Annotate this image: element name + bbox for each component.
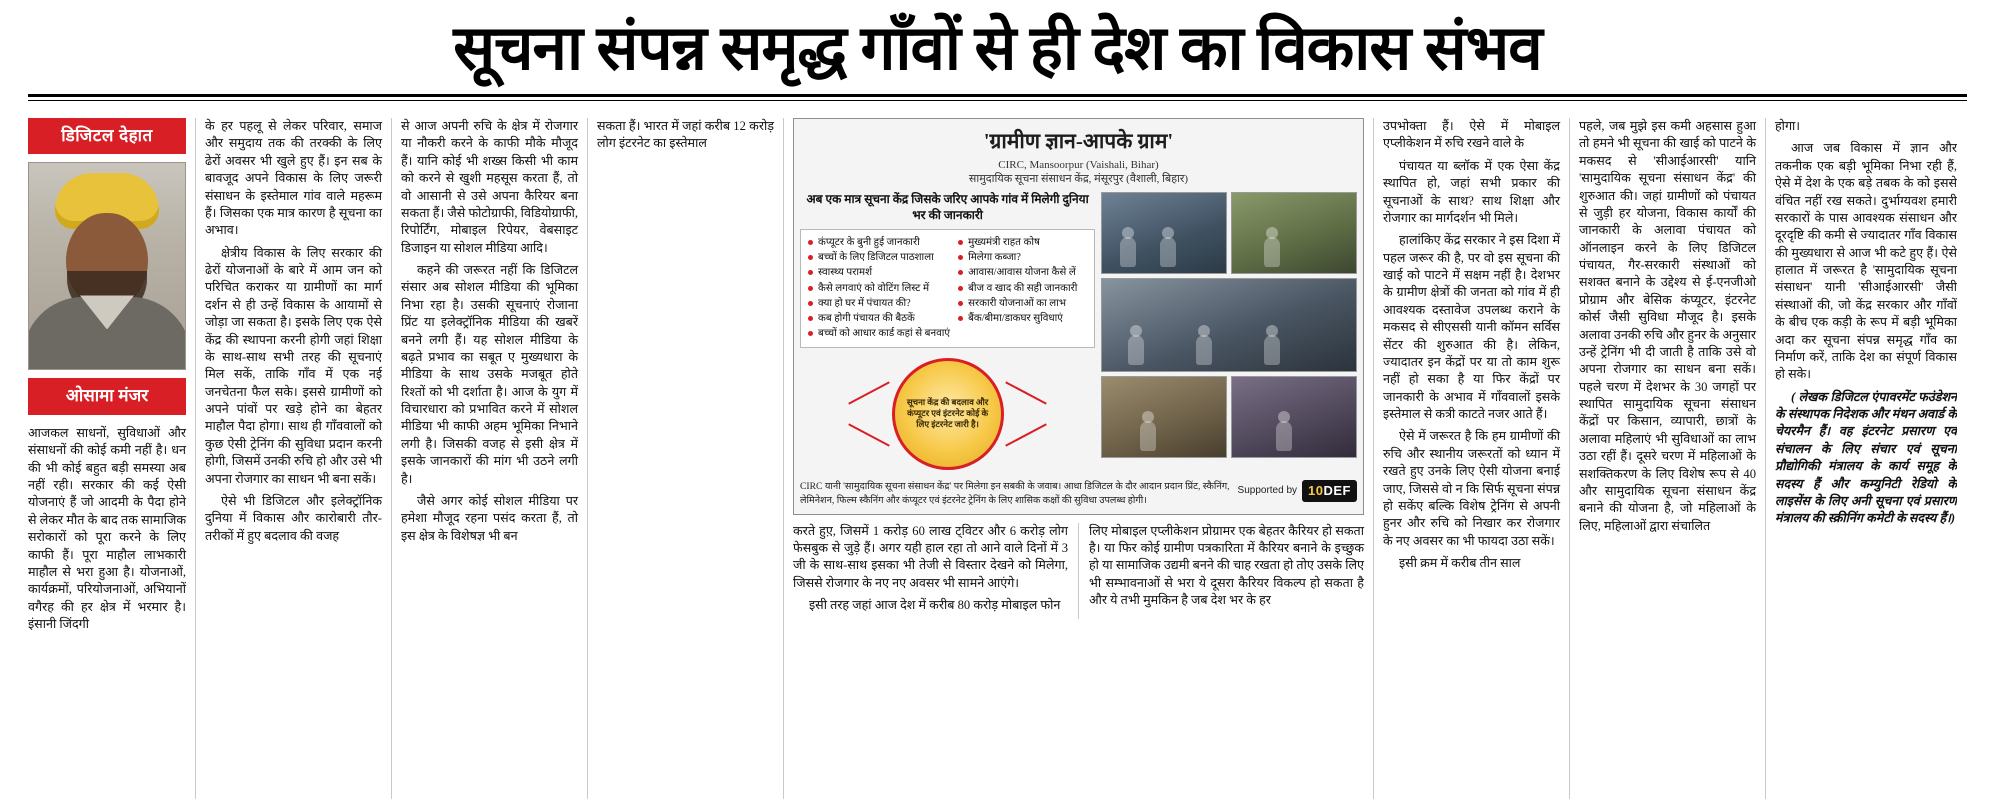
supported-by-label: Supported by — [1237, 484, 1298, 496]
column-2 — [196, 118, 392, 799]
column-5-left-text — [793, 523, 1068, 620]
hub-label: सूचना केंद्र की बदलाव और कंप्यूटर एवं इंटरनेट कोई के लिए इंटरनेट जारी है। — [892, 358, 1004, 470]
column-5-graphic — [784, 118, 1374, 799]
spoke-icon — [1005, 381, 1047, 404]
person-body-shape — [1196, 335, 1212, 365]
list-item: मिलेगा कब्जा? — [968, 250, 1089, 265]
column-1 — [28, 118, 196, 799]
page-title: सूचना संपन्न समृद्ध गाँवों से ही देश का विकास संभव — [453, 15, 1542, 83]
photo-grid — [1101, 192, 1357, 458]
list-item: कंप्यूटर के बुनी हुई जानकारी — [818, 235, 950, 250]
author-name-badge: ओसामा मंजर — [28, 378, 186, 414]
infographic-package — [793, 118, 1364, 515]
paragraph: जैसे अगर कोई सोशल मीडिया पर हमेशा मौजूद रहना पसंद करता हैं, तो इस क्षेत्र के विशेषज्ञ भी बन — [401, 493, 578, 543]
list-item: सरकारी योजनाओं का लाभ — [968, 296, 1089, 311]
author-note: ( लेखक डिजिटल एंपावरमेंट फउंडेशन के संस्थापक निदेशक और मंथन अवार्ड के चेयरमैन हैं। वह इंटरनेट प्रसारण एवं संचालन के लिए संचार एवं सूचना प्रौद्योगिकी मंत्रालय के कार्य समूह के सदस्य हैं और कम्युनिटी रेडियो के लाइसेंस के लिए अनी सूचना एवं प्रसारण मंत्रालय की स्क्रीनिंग कमेटी के सदस्य हैं।) — [1775, 389, 1957, 526]
paragraph: इसी तरह जहां आज देश में करीब 80 करोड़ मोबाइल फोन — [809, 598, 1061, 613]
paragraph: लिए मोबाइल एप्लीकेशन प्रोग्रामर एक बेहतर कैरियर हो सकता है। या फिर कोई ग्रामीण पत्रकारिता में कैरियर बनाने के इच्छुक हो या सामाजिक उद्यमी बनने की चाह रखता हो तोए उसके लिए भी सम्भावनाओं से भरा ये दूसरा कैरियर विकल्प हो सकता है और ये तभी मुमकिन है जब देश भर के हर — [1089, 523, 1364, 608]
paragraph: के हर पहलू से लेकर परिवार, समाज और समुदाय तक की तरक्की के लिए ढेरों अवसर भी खुले हुए हैं। इन सब के बावजूद अपने विकास के लिए जरूरी संसाधन के इस्तेमाल गांव वाले महरूम हैं। जिसका एक मात्र कारण है सूचना का अभाव। — [205, 119, 382, 238]
column-5-right-text — [1078, 523, 1364, 620]
infographic-hub — [800, 354, 1095, 474]
supported-by — [1238, 480, 1357, 502]
person-body-shape — [1140, 421, 1156, 451]
article-columns — [28, 118, 1967, 799]
paragraph: उपभोक्ता हैं। ऐसे में मोबाइल एप्लीकेशन में रुचि रखने वाले के — [1383, 119, 1560, 151]
infographic-subtitle-line1: CIRC, Mansoorpur (Vaishali, Bihar) — [998, 158, 1159, 171]
paragraph: इसी क्रम में करीब तीन साल — [1399, 556, 1521, 570]
column-4 — [588, 118, 784, 799]
photo — [1231, 376, 1357, 458]
paragraph: ऐसे में जरूरत है कि हम ग्रामीणों की रुचि और स्थानीय जरूरतों को ध्यान में रखते हुए उनके लिए ऐसी योजना बनाई जाए, जिससे वो न कि सिर्फ सूचना संपन्न हो सकेंए बल्कि विशेष ट्रेनिंग से अपनी हुनर और रुचि को निखार कर रोजगार के नए अवसर का भी फायदा उठा सकें। — [1383, 429, 1560, 548]
person-body-shape — [1276, 421, 1292, 451]
list-item: कब होगी पंचायत की बैठकें — [818, 311, 950, 326]
paragraph: कहने की जरूरत नहीं कि डिजिटल संसार अब सोशल मीडिया की भूमिका निभा रहा है। उसकी सूचनाएं रोजाना प्रिंट या इलेक्ट्रॉनिक मीडिया की खबरें बनने लगी हैं। यह सोशल मीडिया के बढ़ते प्रभाव का सबूत ए मुख्यधारा के मीडिया के साथ उसके मजबूत होते रिश्तों को भी दर्शाता है। आज के युग में विचारधारा को प्रभावित करने में सोशल मीडिया भी काफी अहम भूमिका निभाने लगी है। जिसकी वजह से इसी क्षेत्र में इसके जानकारों की मांग भी उठने लगी है। — [401, 263, 578, 486]
infographic-subtitle — [800, 159, 1357, 187]
def-logo-text: DEF — [1323, 482, 1351, 498]
list-item: बैंक/बीमा/डाकघर सुविधाएं — [968, 311, 1089, 326]
list-item: क्या हो घर में पंचायत की? — [818, 296, 950, 311]
def-logo-ten: 10 — [1308, 482, 1324, 498]
photo — [1101, 278, 1357, 372]
bullets-right-col — [956, 235, 1089, 342]
paragraph: पहले, जब मुझे इस कमी अहसास हुआ तो हमने भी सूचना की खाई को पाटने के मकसद से 'सीआईआरसी' यानि 'सामुदायिक सूचना संसाधन केंद्र' की शुरुआत की। जहां ग्रामीणों को पंचायत से जुड़ी हर योजना, विकास कार्यों की जानकारी के अलावा पंचायत को ऑनलाइन करने के लिए डिजिटल पंचायत, गैर-सरकारी संस्थाओं को सशक्त बनाने के उद्देश्य से ई-एनजीओ प्रोग्राम और बेसिक कंप्यूटर, इंटरनेट कोर्स जैसी सुविधा मौजूद है। इसके अलावा उनकी रुचि और हुनर के अनुसार उन्हें ट्रेनिंग भी दी जाती है ताकि उसे वो अपना रोजगार का साधन बना सकें। पहले चरण में देशभर के 30 जगहों पर स्थापित सामुदायिक सूचना संसाधन केंद्रों पर किसान, व्यापारी, छात्रों के अलावा महिलाएं भी सुविधाओं का लाभ उठा रहीं हैं। दूसरे चरण में महिलाओं के सशक्तिकरण के लिए विशेष रूप से 40 और सामुदायिक सूचना संसाधन केंद्र बनाने की योजना है, जो महिलाओं के लिए, महिलाओं द्वारा संचालित — [1579, 119, 1756, 533]
paragraph: ऐसे भी डिजिटल और इलेक्ट्रॉनिक दुनिया में विकास और कारोबारी तौर-तरीकों में हुए बदलाव की वजह — [205, 493, 382, 543]
headline-rule-thin — [28, 100, 1967, 101]
list-item: आवास/आवास योजना कैसे लें — [968, 265, 1089, 280]
infographic-bullets — [800, 229, 1095, 348]
bullets-left-col — [806, 235, 950, 342]
list-item: स्वास्थ्य परामर्श — [818, 265, 950, 280]
person-body-shape — [1264, 335, 1280, 365]
list-item: मुख्यमंत्री राहत कोष — [968, 235, 1089, 250]
photo — [1101, 376, 1227, 458]
paragraph: होगा। — [1775, 119, 1801, 133]
paragraph: पंचायत या ब्लॉक में एक ऐसा केंद्र स्थापित हो, जहां सभी प्रकार की सूचनाओं के साथ? साथ शिक्षा और रोजगार का मार्गदर्शन भी मिले। — [1383, 158, 1560, 225]
column-3 — [392, 118, 588, 799]
spoke-icon — [848, 423, 890, 446]
person-body-shape — [1120, 237, 1136, 267]
list-item: बीज व खाद की सही जानकारी — [968, 281, 1089, 296]
person-body-shape — [1160, 237, 1176, 267]
spoke-icon — [1005, 423, 1047, 446]
paragraph: करते हुए़, जिसमें 1 करोड़ 60 लाख ट्विटर और 6 करोड़ लोग फेसबुक से जुड़े हैं। अगर यही हाल रहा तो आने वाले दिनों में 3 जी के साथ-साथ इसका भी तेजी से विस्तार देखने को मिलेगा, जिससे रोजगार के नए नए अवसर भी सामने आएंगे। — [793, 523, 1068, 590]
paragraph: आज जब विकास में ज्ञान और तकनीक एक बड़ी भूमिका निभा रही हैं, ऐसे में देश के एक बड़े तबक के को इससे वंचित नहीं रख सकते। दुर्भाग्यवश हमारी सरकारों के पास आवश्यक संसाधन और दूरदृष्टि की कमी से ज्यादातर गाँव विकास की मुख्यधारा से आज भी कटे हुए हैं। ऐसे हालात में जरूरत है 'सामुदायिक सूचना संसाधन' यानी 'सीआईआरसी' जैसी संस्थाओं की, जो केंद्र सरकार और गाँवों के बीच एक कड़ी के रूप में बड़ी भूमिका अदा कर सूचना संपन्न समृद्ध गाँव का निर्माण करें, ताकि देश का संपूर्ण विकास हो सके। — [1775, 141, 1957, 382]
author-portrait — [28, 162, 186, 370]
photo — [1101, 192, 1227, 274]
person-body-shape — [1128, 335, 1144, 365]
infographic-subtitle-line2: सामुदायिक सूचना संसाधन केंद्र, मंसूरपुर (वैशाली, बिहार) — [968, 172, 1189, 185]
headline-rule — [28, 94, 1967, 97]
paragraph: क्षेत्रीय विकास के लिए सरकार की ढेरों योजनाओं के बारे में आम जन को परिचित कराकर या ग्रामीणों का मार्ग दर्शन से ही उन्हें विकास के आयामों से जोड़ा जा सकता है। इसके लिए एक ऐसे केंद्र की स्थापना करनी होगी जहां शिक्षा के साथ-साथ सभी तरह की सूचनाएं मिल सकें, ताकि गाँव में एक नई जनचेतना फैल सके। इससे ग्रामीणों को अपने पांवों पर खड़े होने का बेहतर माहौल पैदा होगा। साथ ही गाँववालों को कुछ ऐसी ट्रेनिंग की सुविधा प्रदान करनी होगी, जिसमें उनकी रुचि हो और उसे भी अपना रोजगार का साधन भी बना सकें। — [205, 245, 382, 486]
paragraph: हालांकिए केंद्र सरकार ने इस दिशा में पहल जरूर की है, पर वो इस सूचना की खाई को पाटने में सक्षम नहीं है। देशभर के ग्रामीण क्षेत्रों की जनता को गांव में ही आवश्यक दस्तावेज उपलब्ध कराने के मकसद से सीएससी यानी कॉमन सर्विस सेंटर की शुरुआत की है। लेकिन, ज्यादातर इन केंद्रों पर या तो काम शुरू नहीं हो सका है या फिर केंद्रों पर जानकारी के अभाव में गाँववालों इसके इस्तेमाल से कत्री काटते नजर आते हैं। — [1383, 233, 1560, 421]
list-item: बच्चों को आधार कार्ड कहां से बनवाएं — [818, 326, 950, 341]
infographic-body — [800, 192, 1357, 473]
spoke-icon — [848, 381, 890, 404]
paragraph: सकता हैं। भारत में जहां करीब 12 करोड़ लोग इंटरनेट का इस्तेमाल — [597, 119, 774, 151]
column-7 — [1570, 118, 1766, 799]
paragraph: से आज अपनी रुचि के क्षेत्र में रोजगार या नौकरी करने के काफी मौके मौजूद हैं। यानि कोई भी शख्स किसी भी काम को करने से खुशी महसूस करता हैं, तो वो आसानी से उसे अपना कैरियर बना सकता हैं। जैसे फोटोग्राफी, विडियोग्राफी, रिपोर्टिंग, मोबाइल रिपेयर, वेबसाइट डिजाइन या सोशल मीडिया आदि। — [401, 119, 578, 255]
paragraph: आजकल साधनों, सुविधाओं और संसाधनों की कोई कमी नहीं है। धन की भी कोई बहुत बड़ी समस्या अब नहीं रही। सरकार की कई ऐसी योजनाएं हैं जो आदमी के पैदा होने से लेकर मौत के बाद तक सामाजिक सरोकारों को पूरा करने के लिए काफी हैं। पूरा माहौल लाभकारी माहौल से भरा हुआ है। योजनाओं, कार्यक्रमों, परियोजनाओं, अभियानों वगैरह की हर क्षेत्र में भरमार है। इंसानी जिंदगी — [28, 425, 186, 632]
brand-badge: डिजिटल देहात — [28, 118, 186, 154]
person-body-shape — [1264, 237, 1280, 267]
infographic-left — [800, 192, 1095, 473]
infographic-caption: CIRC यानी 'सामुदायिक सूचना संसाधन केंद्र' पर मिलेगा इन सबकी के जवाब। आधा डिजिटल के दौर आदान प्रदान प्रिंट, स्कैनिंग, लेमिनेशन, फिल्म स्कैनिंग और कंप्यूटर एवं इंटरनेट ट्रेनिंग के लिए शासिक कक्षों की सुविधा उपलब्ध होगी। — [800, 480, 1230, 506]
infographic-title: 'ग्रामीण ज्ञान-आपके ग्राम' — [983, 129, 1174, 153]
infographic-photos — [1101, 192, 1357, 473]
def-logo — [1302, 480, 1357, 502]
list-item: बच्चों के लिए डिजिटल पाठशाला — [818, 250, 950, 265]
infographic-footer — [800, 480, 1357, 508]
list-item: कैसे लगवाएं को वोटिंग लिस्ट में — [818, 281, 950, 296]
column-8 — [1766, 118, 1957, 799]
column-6 — [1374, 118, 1570, 799]
infographic-lead: अब एक मात्र सूचना केंद्र जिसके जरिए आपके गांव में मिलेगी दुनिया भर की जानकारी — [806, 192, 1089, 223]
photo — [1231, 192, 1357, 274]
